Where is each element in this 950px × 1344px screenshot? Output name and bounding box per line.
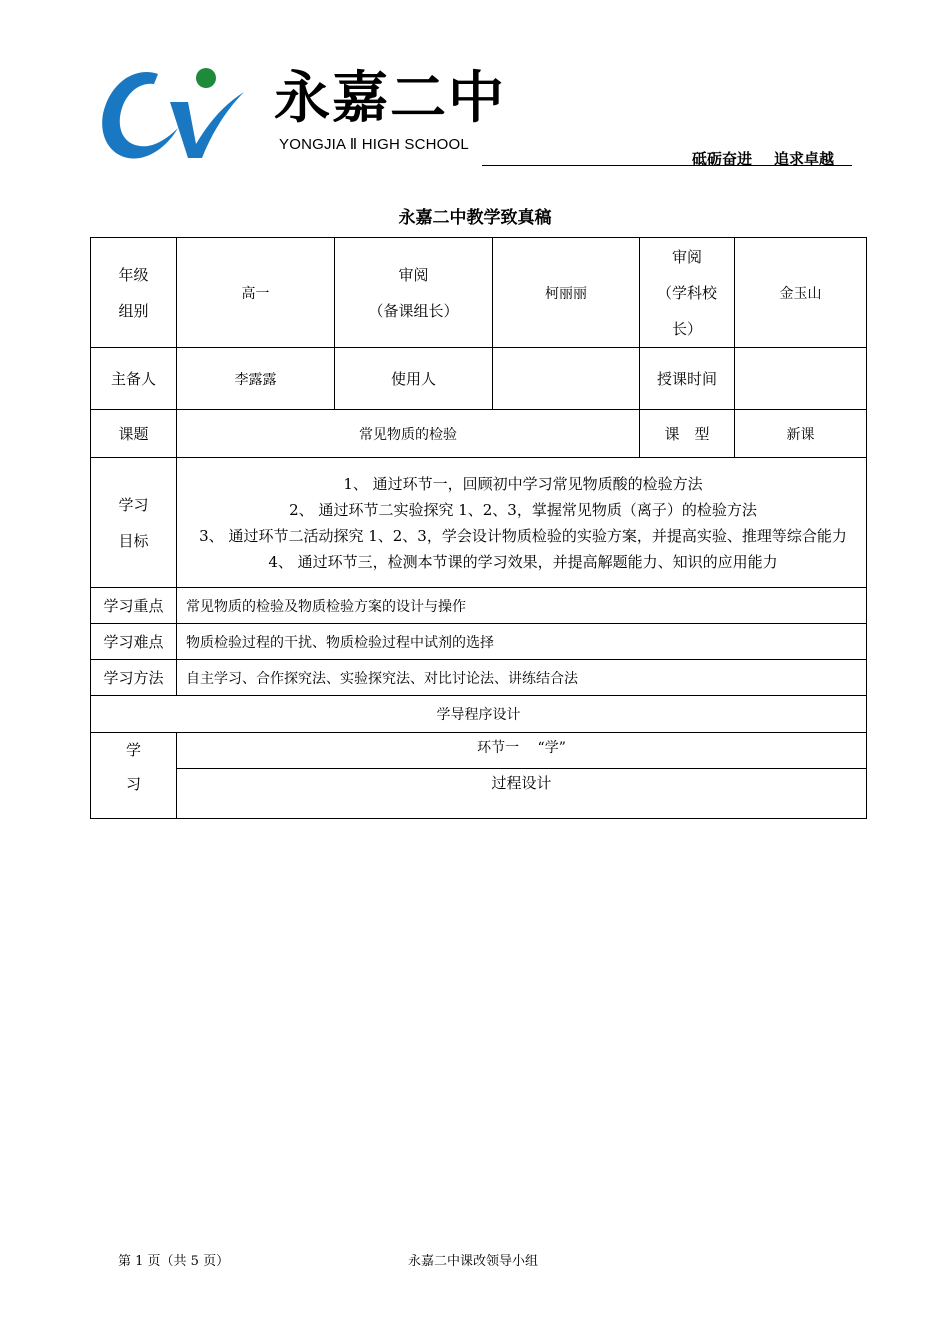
review2-label-line2: （学科校	[656, 283, 717, 302]
grade-label-line2: 组别	[118, 301, 149, 320]
goal-item: 2、 通过环节二实验探究 1、2、3，掌握常见物质（离子）的检验方法	[289, 500, 757, 519]
motto-left: 砥砺奋进	[692, 150, 753, 168]
lesson-plan-table	[90, 237, 867, 819]
key-value: 常见物质的检验及物质检验方案的设计与操作	[177, 588, 867, 624]
study-label-cell	[91, 733, 177, 819]
user-value	[493, 348, 640, 410]
table-row	[91, 238, 867, 348]
preparer-label: 主备人	[91, 348, 177, 410]
section-heading: 环节一 “学”	[177, 733, 866, 769]
table-row	[91, 410, 867, 458]
emblem-v-swoosh	[170, 92, 244, 158]
goal-item: 3、 通过环节二活动探究 1、2、3，学会设计物质检验的实验方案，并提高实验、推理等综合能力	[199, 526, 847, 545]
table-row	[91, 348, 867, 410]
table-row	[91, 458, 867, 588]
review2-value: 金玉山	[735, 238, 867, 348]
time-value	[735, 348, 867, 410]
motto-right: 追求卓越	[774, 150, 835, 168]
type-value: 新课	[735, 410, 867, 458]
review-value: 柯丽丽	[493, 238, 640, 348]
key-label: 学习重点	[91, 588, 177, 624]
footer-organization: 永嘉二中课改领导小组	[408, 1254, 539, 1269]
process-heading: 过程设计	[491, 774, 552, 792]
logo-chinese-text: 永嘉二中	[274, 65, 506, 131]
topic-label: 课题	[91, 410, 177, 458]
review2-label-cell	[640, 238, 735, 348]
table-row	[91, 660, 867, 696]
review-label-line2: （备课组长）	[368, 301, 459, 320]
time-label: 授课时间	[640, 348, 735, 410]
table-row	[91, 733, 867, 819]
topic-value: 常见物质的检验	[177, 410, 640, 458]
emblem-c-swoosh	[102, 72, 178, 159]
logo-english-text: YONGJIA Ⅱ HIGH SCHOOL	[279, 136, 469, 153]
motto	[692, 148, 834, 169]
goals-cell	[177, 458, 867, 588]
study-label-line2: 习	[125, 775, 141, 793]
program-heading: 学导程序设计	[91, 696, 867, 733]
table-row	[91, 588, 867, 624]
footer-page-number: 第 1 页（共 5 页）	[118, 1254, 230, 1269]
table-row	[91, 624, 867, 660]
review-label-cell	[335, 238, 493, 348]
grade-label-line1: 年级	[118, 265, 149, 284]
review-label-line1: 审阅	[398, 265, 429, 284]
user-label: 使用人	[335, 348, 493, 410]
grade-value: 高一	[177, 238, 335, 348]
review2-label-line3: 长）	[671, 319, 702, 338]
method-label: 学习方法	[91, 660, 177, 696]
goal-item: 1、 通过环节一，回顾初中学习常见物质酸的检验方法	[343, 474, 703, 493]
goals-label-line1: 学习	[118, 495, 149, 514]
goal-item: 4、 通过环节三，检测本节课的学习效果，并提高解题能力、知识的应用能力	[268, 552, 778, 571]
emblem-green-dot	[196, 68, 216, 88]
type-label: 课 型	[640, 410, 735, 458]
preparer-value: 李露露	[177, 348, 335, 410]
grade-label-cell	[91, 238, 177, 348]
school-logo	[96, 62, 506, 168]
goals-label-line2: 目标	[118, 531, 149, 550]
school-emblem-icon	[96, 62, 271, 168]
difficulty-value: 物质检验过程的干扰、物质检验过程中试剂的选择	[177, 624, 867, 660]
method-value: 自主学习、合作探究法、实验探究法、对比讨论法、讲练结合法	[177, 660, 867, 696]
study-content-cell	[177, 733, 867, 819]
goals-label-cell	[91, 458, 177, 588]
review2-label-line1: 审阅	[671, 247, 702, 266]
study-label-line1: 学	[125, 741, 141, 759]
document-title: 永嘉二中教学致真稿	[398, 208, 552, 228]
difficulty-label: 学习难点	[91, 624, 177, 660]
table-row	[91, 696, 867, 733]
